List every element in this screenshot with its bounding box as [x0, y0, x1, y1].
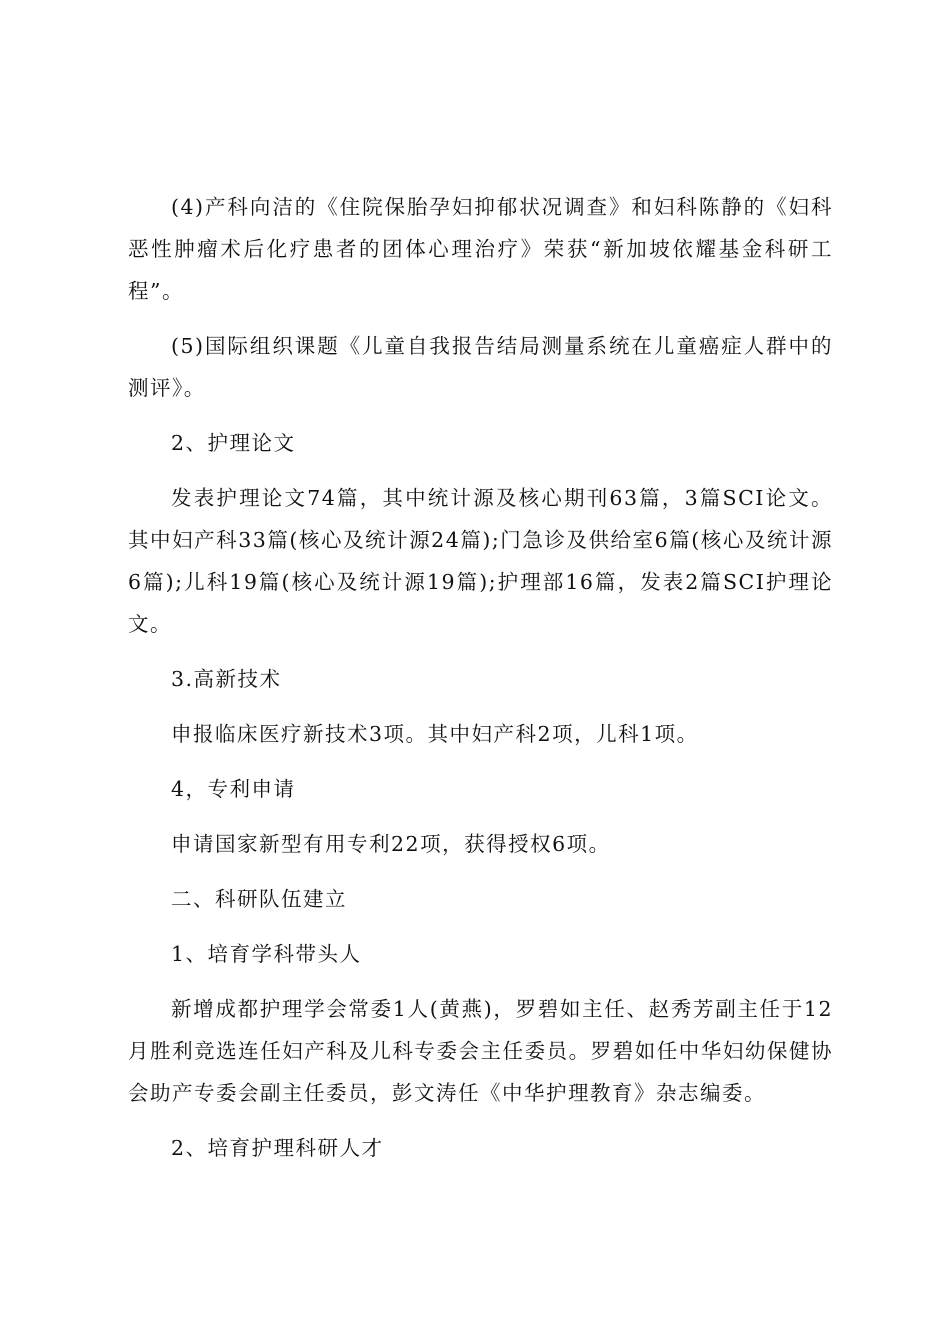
heading-discipline-leaders: 1、培育学科带头人 [171, 942, 362, 966]
document-body [128, 186, 833, 1182]
heading-research-talent: 2、培育护理科研人才 [171, 1136, 384, 1160]
paragraph-patent: 申请国家新型有用专利22项，获得授权6项。 [171, 832, 611, 856]
heading-patent: 4，专利申请 [171, 777, 296, 801]
paragraph-discipline-leaders: 新增成都护理学会常委1人(黄燕)，罗碧如主任、赵秀芳副主任于12月胜利竞选连任妇产科及儿科专委会主任委员。罗碧如任中华妇幼保健协会助产专委会副主任委员，彭文涛任《中华护理教育》杂志编委。 [128, 997, 833, 1105]
paragraph-nursing-papers: 发表护理论文74篇，其中统计源及核心期刊63篇，3篇SCI论文。其中妇产科33篇(核心及统计源24篇);门急诊及供给室6篇(核心及统计源6篇);儿科19篇(核心及统计源19篇);护理部16篇，发表2篇SCI护理论文。 [128, 486, 833, 636]
heading-high-tech: 3.高新技术 [171, 667, 282, 691]
paragraph-high-tech: 申报临床医疗新技术3项。其中妇产科2项，儿科1项。 [171, 722, 699, 746]
heading-nursing-papers: 2、护理论文 [171, 431, 296, 455]
heading-research-team: 二、科研队伍建立 [171, 887, 347, 911]
paragraph-project-5: (5)国际组织课题《儿童自我报告结局测量系统在儿童癌症人群中的测评》。 [128, 334, 833, 400]
paragraph-project-4: (4)产科向洁的《住院保胎孕妇抑郁状况调查》和妇科陈静的《妇科恶性肿瘤术后化疗患者的团体心理治疗》荣获“新加坡依耀基金科研工程”。 [128, 195, 833, 303]
